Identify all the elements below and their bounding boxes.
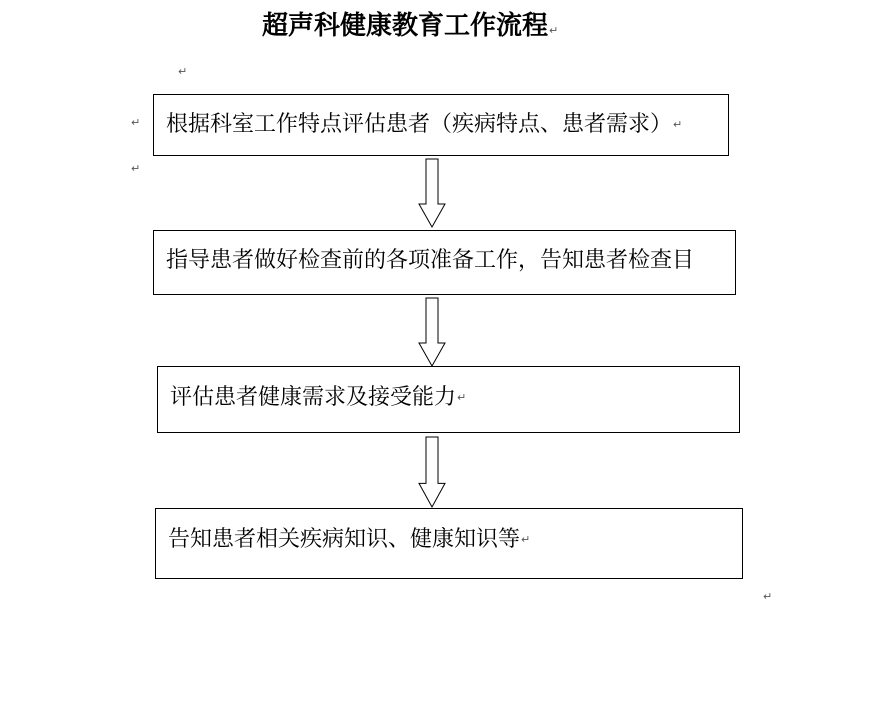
paragraph-mark: ↵ [763,590,773,603]
flow-step-text: 告知患者相关疾病知识、健康知识等 [168,526,521,552]
flow-step-4 [155,508,743,579]
paragraph-mark: ↵ [673,117,683,131]
down-arrow-icon [418,297,446,367]
flow-step-2 [153,230,736,295]
down-arrow-icon [418,436,446,508]
flow-step-1 [153,94,729,156]
flow-step-text: 评估患者健康需求及接受能力 [170,384,457,410]
paragraph-mark: ↵ [549,24,559,37]
flow-step-text: 指导患者做好检查前的各项准备工作，告知患者检查目 [166,247,695,273]
paragraph-mark: ↵ [457,390,467,404]
flow-step-text: 根据科室工作特点评估患者（疾病特点、患者需求） [166,111,673,137]
paragraph-mark: ↵ [131,116,141,129]
page-title [262,9,582,43]
paragraph-mark: ↵ [521,532,531,546]
page-title-text: 超声科健康教育工作流程 [262,11,549,41]
flow-step-3 [157,366,740,433]
down-arrow-icon [418,158,446,228]
paragraph-mark: ↵ [131,162,141,175]
paragraph-mark: ↵ [178,65,188,78]
